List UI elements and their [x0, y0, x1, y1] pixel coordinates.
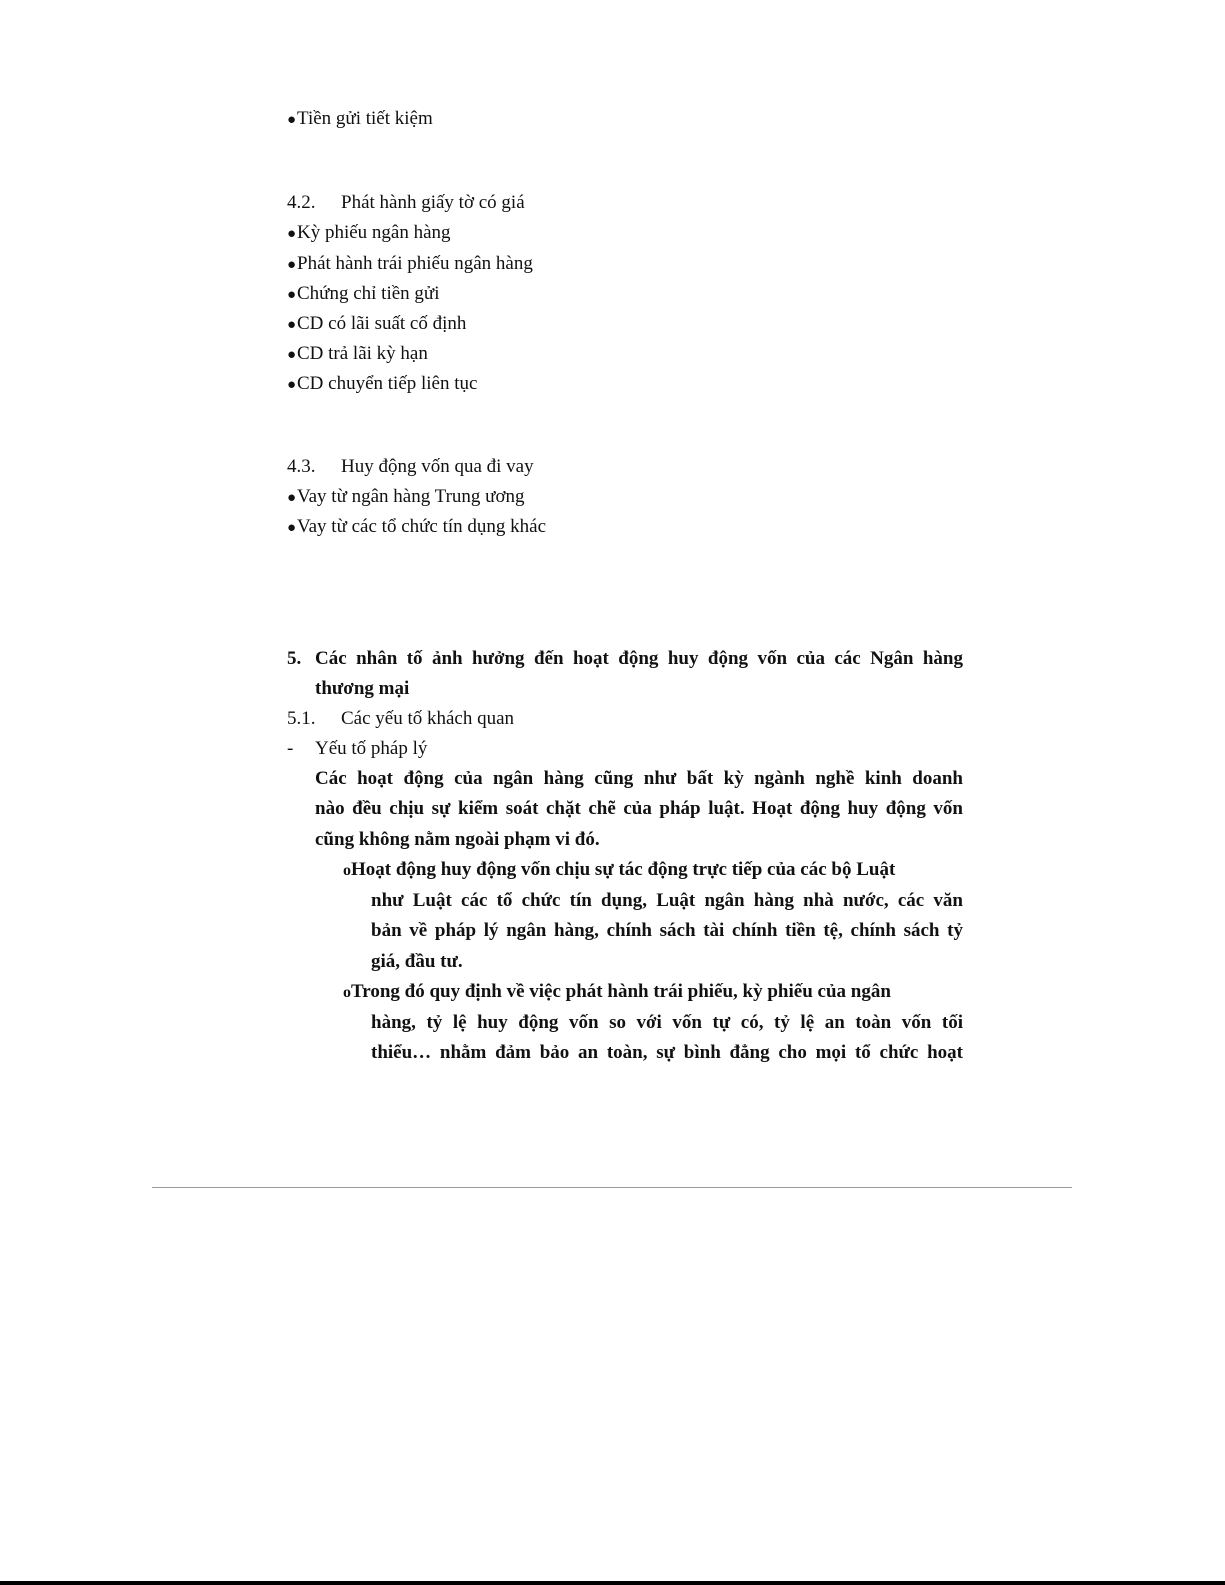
list-item: ●Vay từ các tổ chức tín dụng khác [287, 515, 546, 540]
section-heading-4-3: 4.3. Huy động vốn qua đi vay [287, 456, 534, 477]
paragraph-line: giá, đầu tư. [371, 951, 463, 972]
paragraph-line: cũng không nằm ngoài phạm vi đó. [315, 829, 600, 850]
bullet-icon: ● [287, 226, 297, 242]
list-item: ●Phát hành trái phiếu ngân hàng [287, 252, 533, 277]
bullet-icon: ● [287, 347, 297, 363]
bullet-icon: ● [287, 257, 297, 273]
bullet-icon: ● [287, 287, 297, 303]
bullet-icon: ● [287, 520, 297, 536]
list-item: ●Vay từ ngân hàng Trung ương [287, 485, 525, 510]
list-item: ●CD chuyển tiếp liên tục [287, 372, 477, 397]
paragraph-line: Các hoạt động của ngân hàng cũng như bất kỳ ngành nghề kinh doanh [315, 768, 963, 789]
circle-bullet-icon: o [343, 984, 351, 1001]
section-heading-4-2: 4.2. Phát hành giấy tờ có giá [287, 192, 525, 213]
paragraph-line: hàng, tỷ lệ huy động vốn so với vốn tự có, tỷ lệ an toàn vốn tối [371, 1012, 963, 1033]
paragraph-line: bản về pháp lý ngân hàng, chính sách tài chính tiền tệ, chính sách tỷ [371, 920, 963, 941]
circle-list-item: oHoạt động huy động vốn chịu sự tác động trực tiếp của các bộ Luật [343, 859, 896, 880]
paragraph-line: thiểu… nhằm đảm bảo an toàn, sự bình đẳng cho mọi tổ chức hoạt [371, 1042, 963, 1063]
paragraph-line: như Luật các tổ chức tín dụng, Luật ngân hàng nhà nước, các văn [371, 890, 963, 911]
list-item: ●CD trả lãi kỳ hạn [287, 342, 428, 367]
section-heading-5-line2: thương mại [315, 678, 410, 699]
bullet-icon: ● [287, 490, 297, 506]
section-heading-5-1: 5.1. Các yếu tố khách quan [287, 708, 515, 729]
circle-bullet-icon: o [343, 862, 351, 879]
bullet-icon: ● [287, 112, 297, 128]
bottom-edge [0, 1581, 1225, 1585]
list-item: ●Chứng chỉ tiền gửi [287, 282, 440, 307]
dash-item: - Yếu tố pháp lý [287, 738, 428, 759]
section-heading-5-number: 5. [287, 648, 302, 669]
bullet-icon: ● [287, 377, 297, 393]
page-divider [152, 1187, 1072, 1188]
bullet-icon: ● [287, 317, 297, 333]
section-heading-5-line1: Các nhân tố ảnh hưởng đến hoạt động huy động vốn của các Ngân hàng [315, 648, 963, 669]
list-item: ●Tiền gửi tiết kiệm [287, 107, 433, 132]
list-item: ●CD có lãi suất cố định [287, 312, 466, 337]
list-item: ●Kỳ phiếu ngân hàng [287, 221, 451, 246]
circle-list-item: oTrong đó quy định về việc phát hành trái phiếu, kỳ phiếu của ngân [343, 981, 891, 1002]
paragraph-line: nào đều chịu sự kiểm soát chặt chẽ của pháp luật. Hoạt động huy động vốn [315, 798, 963, 819]
